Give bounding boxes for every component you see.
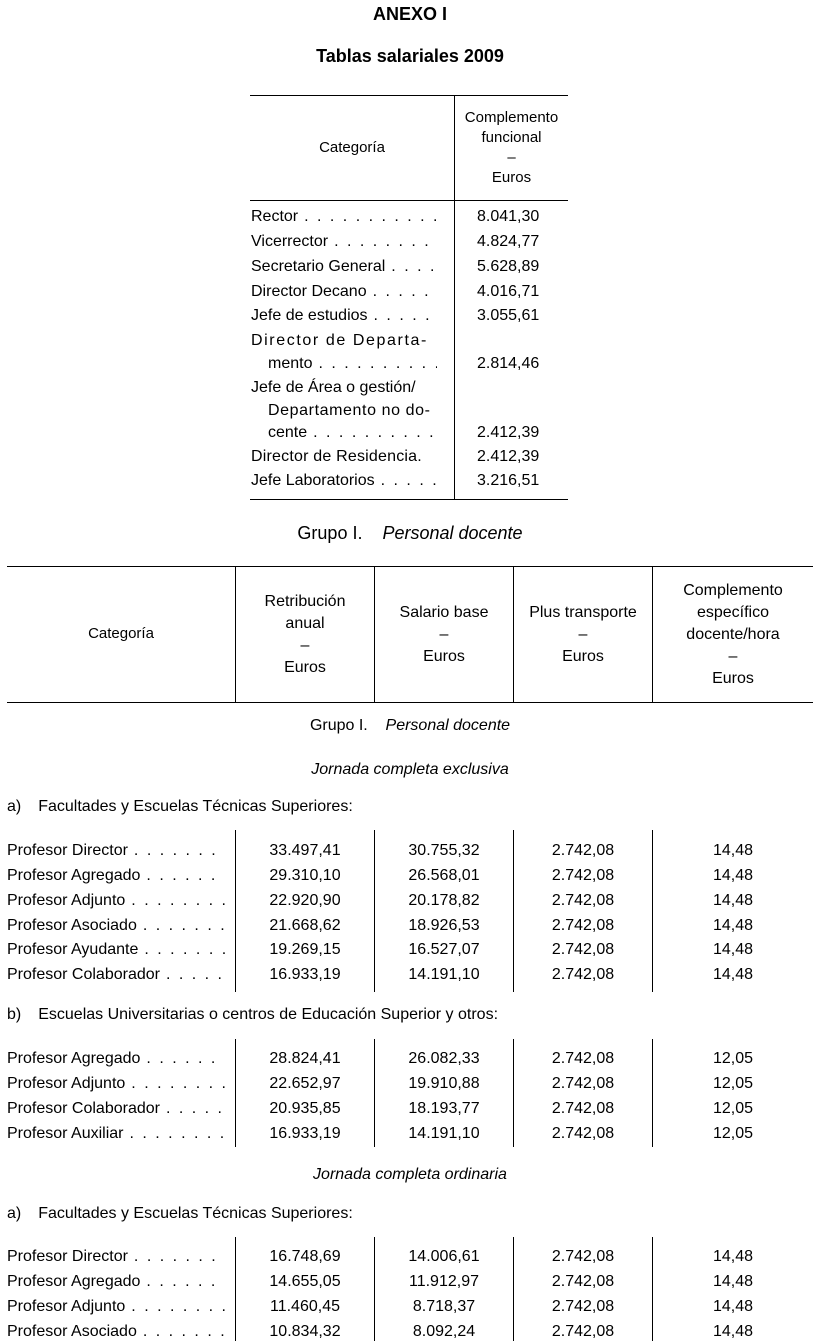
table-row: Profesor Colaborador . . . 20.935,85 18.193,77 2.742,08 12,05 [0, 1096, 820, 1121]
table1-row-label: Director de Residencia. [251, 448, 422, 465]
table-row: Profesor Auxiliar . . . 16.933,19 14.191,10 2.742,08 12,05 [0, 1121, 820, 1146]
table1-row-value: 3.216,51 [477, 472, 540, 489]
table1-row-label: Jefe de Área o gestión/ [251, 379, 416, 396]
table2-header-category: Categoría [88, 625, 154, 642]
subsection-heading: a) Facultades y Escuelas Técnicas Superiores: [7, 1205, 353, 1222]
section-title: Jornada completa exclusiva [311, 761, 509, 778]
section-title: Jornada completa ordinaria [313, 1166, 507, 1183]
table1-row-value: 2.814,46 [477, 355, 540, 372]
table2-group-label: Grupo I. Personal docente [309, 717, 511, 734]
table1-row-value: 4.824,77 [477, 233, 540, 250]
table1-header-category: Categoría [319, 139, 385, 156]
table1-row-label: Rector . . . [251, 208, 437, 226]
table1-row-label-cont: Departamento no do- [268, 402, 431, 419]
table2-header-col4: Complemento específico docente/hora – Euros [683, 582, 783, 687]
table-row: Profesor Asociado . . . 10.834,32 8.092,24 2.742,08 14,48 [0, 1319, 820, 1344]
table-row: Profesor Agregado . . . 29.310,10 26.568,01 2.742,08 14,48 [0, 863, 820, 888]
table2-header-col3: Plus transporte – Euros [529, 604, 637, 665]
table1-row-value: 2.412,39 [477, 424, 540, 441]
table1-row-label: Director Decano . . . [251, 283, 437, 301]
table1-row-label: Director de Departa- [251, 332, 428, 349]
table2-header-col1: Retribución anual – Euros [264, 593, 346, 676]
table1-row-label-cont: cente . . . [268, 424, 437, 442]
table-row: Profesor Ayudante . . . 19.269,15 16.527,07 2.742,08 14,48 [0, 937, 820, 962]
table1-row-value: 5.628,89 [477, 258, 540, 275]
table1-row-label: Secretario General . . . [251, 258, 437, 276]
table1-row-label: Jefe Laboratorios . . . [251, 472, 437, 490]
group-title: Grupo I. Personal docente [297, 523, 523, 543]
table2-header-col2: Salario base – Euros [399, 604, 489, 665]
table1-row-value: 2.412,39 [477, 448, 540, 465]
table1-row-label: Vicerrector . . . [251, 233, 437, 251]
table-row: Profesor Adjunto . . . 22.652,97 19.910,88 2.742,08 12,05 [0, 1071, 820, 1096]
table1-row-label: Jefe de estudios . . . [251, 307, 437, 325]
table-row: Profesor Agregado . . . 14.655,05 11.912,97 2.742,08 14,48 [0, 1269, 820, 1294]
table1-row-label-cont: mento . . . [268, 355, 437, 373]
subsection-heading: b) Escuelas Universitarias o centros de Educación Superior y otros: [7, 1006, 499, 1023]
subsection-heading: a) Facultades y Escuelas Técnicas Superiores: [7, 798, 353, 815]
annex-title: ANEXO I [372, 4, 447, 24]
document-subtitle: Tablas salariales 2009 [316, 46, 504, 66]
table-row: Profesor Director . . . 33.497,41 30.755,32 2.742,08 14,48 [0, 838, 820, 863]
table-row: Profesor Asociado . . . 21.668,62 18.926,53 2.742,08 14,48 [0, 913, 820, 938]
table-row: Profesor Director . . . 16.748,69 14.006,61 2.742,08 14,48 [0, 1244, 820, 1269]
table-row: Profesor Adjunto . . . 22.920,90 20.178,82 2.742,08 14,48 [0, 888, 820, 913]
table1-row-value: 8.041,30 [477, 208, 540, 225]
table-row: Profesor Colaborador . . . 16.933,19 14.191,10 2.742,08 14,48 [0, 962, 820, 987]
table1-header-value: Complemento funcional – Euros [464, 109, 559, 186]
table1-row-value: 3.055,61 [477, 307, 540, 324]
table1-row-value: 4.016,71 [477, 283, 540, 300]
table-row: Profesor Agregado . . . 28.824,41 26.082,33 2.742,08 12,05 [0, 1046, 820, 1071]
table-row: Profesor Adjunto . . . 11.460,45 8.718,37 2.742,08 14,48 [0, 1294, 820, 1319]
